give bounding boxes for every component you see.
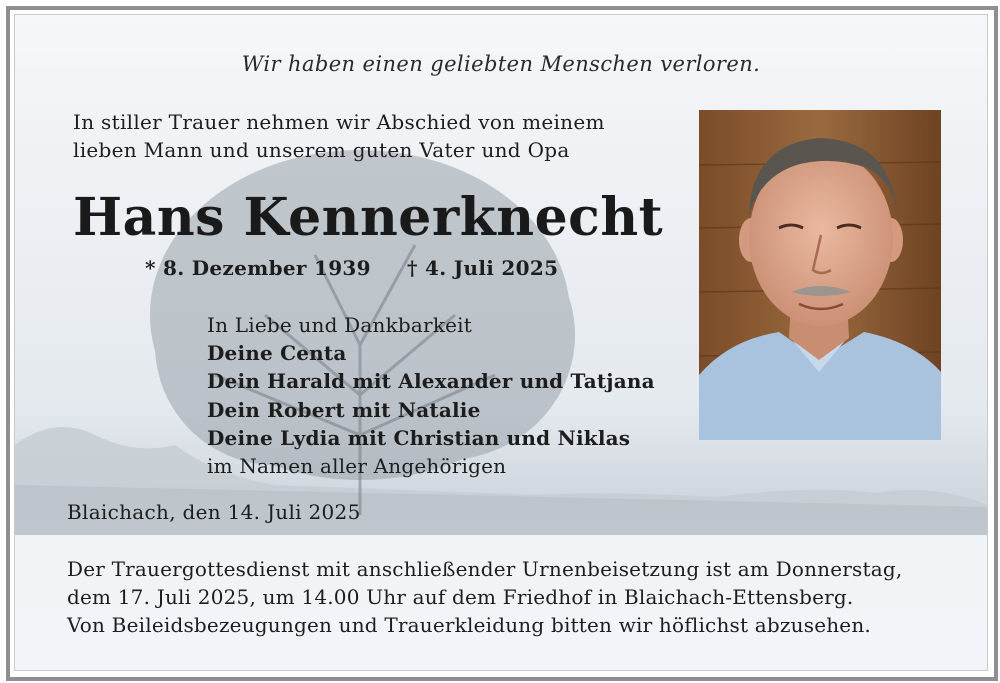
place-and-date: Blaichach, den 14. Juli 2025 <box>67 500 361 524</box>
obituary-card <box>14 14 988 671</box>
intro-line: lieben Mann und unserem guten Vater und Opa <box>73 138 570 162</box>
service-line: dem 17. Juli 2025, um 14.00 Uhr auf dem Friedhof in Blaichach-Ettensberg. <box>67 585 854 609</box>
mourners-closing: im Namen aller Angehörigen <box>207 454 507 479</box>
birth-date: * 8. Dezember 1939 <box>145 256 371 280</box>
intro-text <box>73 108 605 164</box>
deceased-name: Hans Kennerknecht <box>73 187 664 248</box>
mourner-name: Deine Lydia mit Christian und Niklas <box>207 425 631 450</box>
mourner-name: Dein Robert mit Natalie <box>207 397 481 422</box>
death-date: † 4. Juli 2025 <box>407 256 559 280</box>
portrait-photo <box>699 110 941 440</box>
service-info <box>67 555 902 639</box>
mourner-name: Deine Centa <box>207 341 347 366</box>
mourner-name: Dein Harald mit Alexander und Tatjana <box>207 369 655 394</box>
service-line: Der Trauergottesdienst mit anschließender Urnenbeisetzung ist am Donnerstag, <box>67 557 903 581</box>
motto-line: Wir haben einen geliebten Menschen verloren. <box>241 52 761 76</box>
mourners-list <box>207 311 655 480</box>
mourners-lead: In Liebe und Dankbarkeit <box>207 313 473 337</box>
intro-line: In stiller Trauer nehmen wir Abschied von meinem <box>73 110 605 134</box>
service-line: Von Beileidsbezeugungen und Trauerkleidung bitten wir höflichst abzusehen. <box>67 613 871 637</box>
